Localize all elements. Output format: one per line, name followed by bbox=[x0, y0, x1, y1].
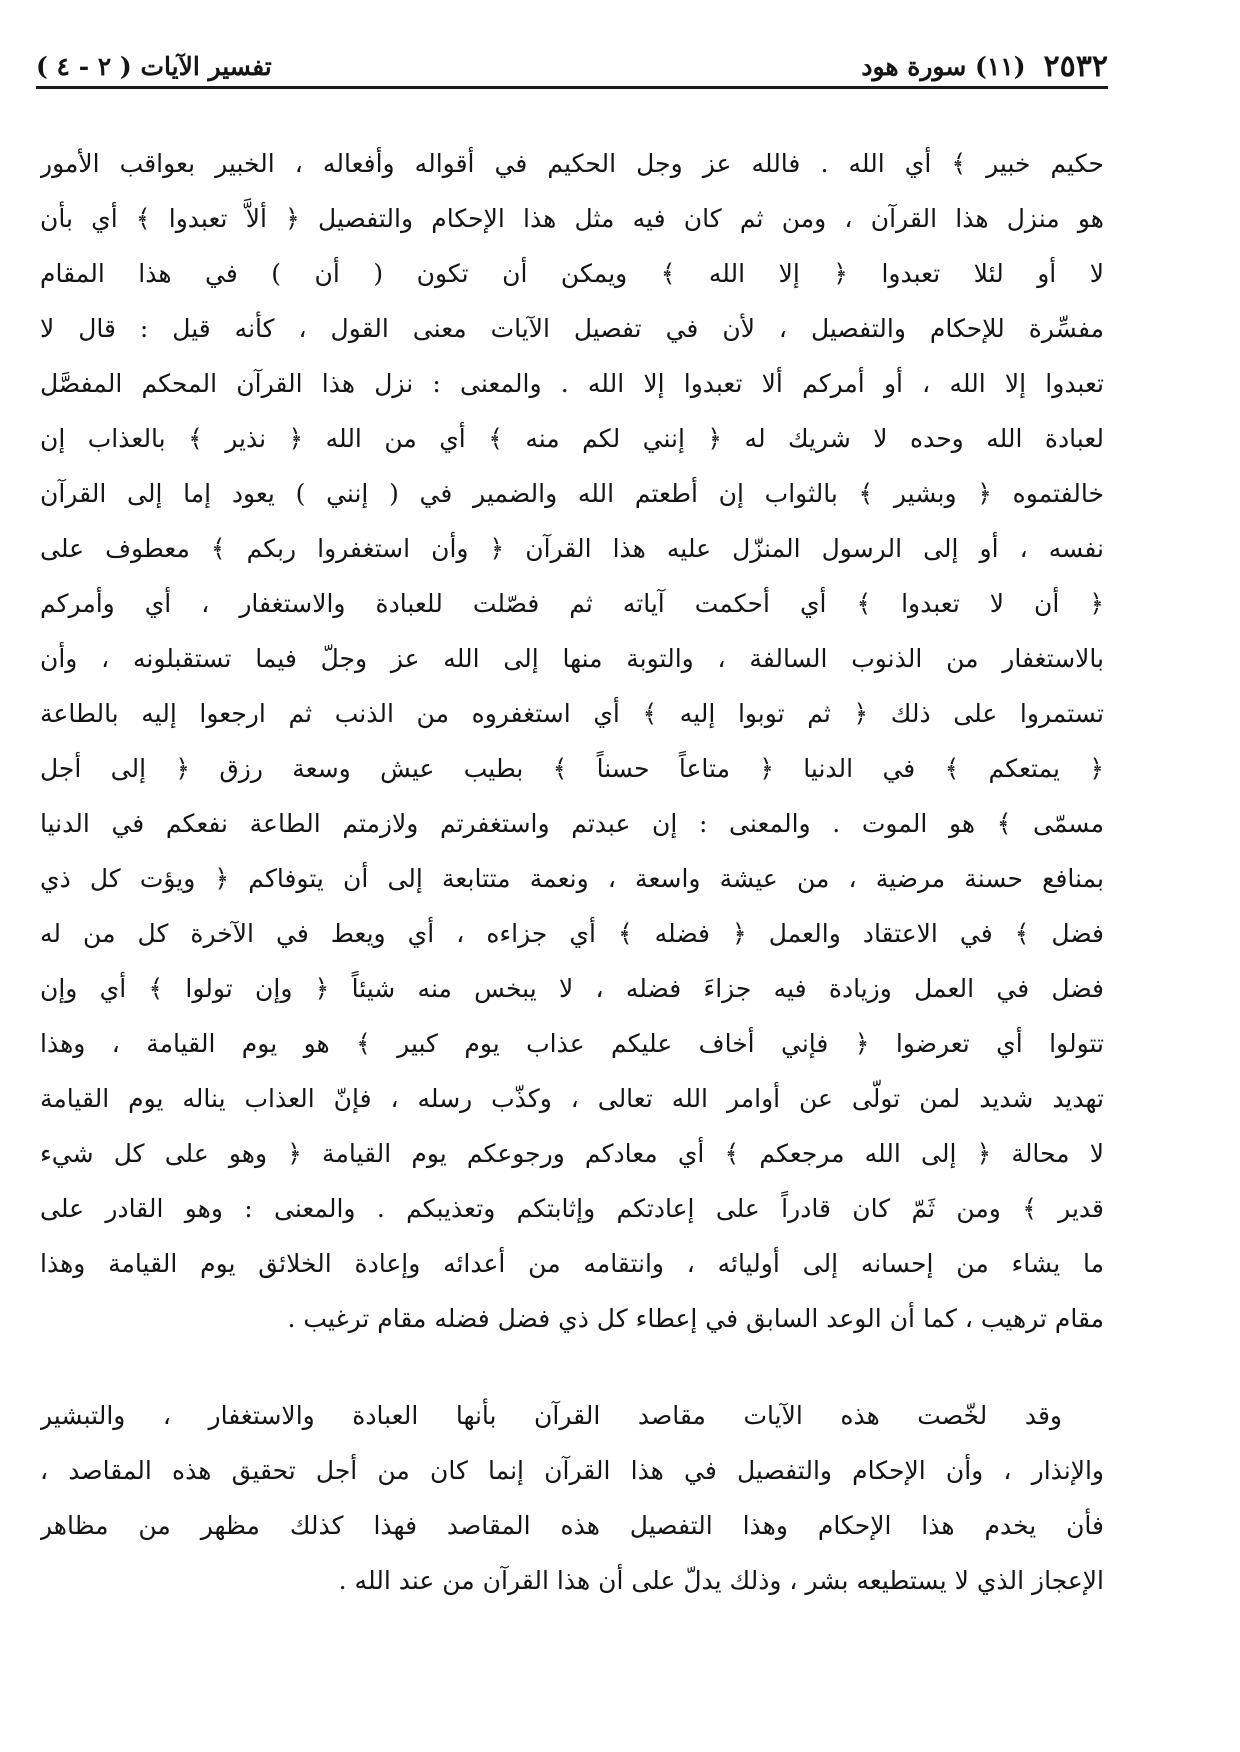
text-line: لعبادة الله وحده لا شريك له ﴿ إنني لكم منه ﴾ أي من الله ﴿ نذير ﴾ بالعذاب إن bbox=[40, 424, 1104, 453]
section-title: تفسير الآيات ( ٢ - ٤ ) bbox=[36, 52, 272, 81]
text-line: تهديد شديد لمن تولّى عن أوامر الله تعالى ، وكذّب رسله ، فإنّ العذاب يناله يوم القيامة bbox=[40, 1084, 1104, 1113]
page-number: ٢٥٣٢ bbox=[1043, 49, 1108, 84]
paragraph-gap bbox=[40, 1346, 1104, 1388]
page-body bbox=[40, 136, 1104, 1608]
text-line: فأن يخدم هذا الإحكام وهذا التفصيل هذه المقاصد فهذا كذلك مظهر من مظاهر bbox=[40, 1511, 1104, 1540]
paragraph-2 bbox=[40, 1388, 1104, 1608]
text-line: نفسه ، أو إلى الرسول المنزّل عليه هذا القرآن ﴿ وأن استغفروا ربكم ﴾ معطوف على bbox=[40, 534, 1104, 563]
text-line: مفسِّرة للإحكام والتفصيل ، لأن في تفصيل الآيات معنى القول ، كأنه قيل : قال لا bbox=[40, 314, 1104, 343]
text-line: بمنافع حسنة مرضية ، من عيشة واسعة ، ونعمة متتابعة إلى أن يتوفاكم ﴿ ويؤت كل ذي bbox=[40, 864, 1104, 893]
text-line: قدير ﴾ ومن ثَمّ كان قادراً على إعادتكم وإثابتكم وتعذيبكم . والمعنى : وهو القادر على bbox=[40, 1194, 1104, 1223]
text-line: هو منزل هذا القرآن ، ومن ثم كان فيه مثل هذا الإحكام والتفصيل ﴿ ألاَّ تعبدوا ﴾ أي بأن bbox=[40, 204, 1104, 233]
text-line: والإنذار ، وأن الإحكام والتفصيل في هذا القرآن إنما كان من أجل تحقيق هذه المقاصد ، bbox=[40, 1456, 1104, 1485]
running-header bbox=[36, 38, 1108, 82]
text-line: تستمروا على ذلك ﴿ ثم توبوا إليه ﴾ أي استغفروه من الذنب ثم ارجعوا إليه بالطاعة bbox=[40, 699, 1104, 728]
text-line: تعبدوا إلا الله ، أو أمركم ألا تعبدوا إلا الله . والمعنى : نزل هذا القرآن المحكم المفصَّل bbox=[40, 369, 1104, 398]
text-line: بالاستغفار من الذنوب السالفة ، والتوبة منها إلى الله عز وجلّ فيما تستقبلونه ، وأن bbox=[40, 644, 1104, 673]
text-line: حكيم خبير ﴾ أي الله . فالله عز وجل الحكيم في أقواله وأفعاله ، الخبير بعواقب الأمور bbox=[40, 149, 1104, 178]
text-line: لا أو لئلا تعبدوا ﴿ إلا الله ﴾ ويمكن أن تكون ( أن ) في هذا المقام bbox=[40, 259, 1104, 288]
surah-title: (١١) سورة هود bbox=[861, 52, 1026, 81]
header-right bbox=[861, 49, 1108, 84]
header-rule bbox=[36, 86, 1108, 89]
text-line: تتولوا أي تعرضوا ﴿ فإني أخاف عليكم عذاب يوم كبير ﴾ هو يوم القيامة ، وهذا bbox=[40, 1029, 1104, 1058]
text-line: فضل في العمل وزيادة فيه جزاءَ فضله ، لا يبخس منه شيئاً ﴿ وإن تولوا ﴾ أي وإن bbox=[40, 974, 1104, 1003]
text-line: ﴿ يمتعكم ﴾ في الدنيا ﴿ متاعاً حسناً ﴾ بطيب عيش وسعة رزق ﴿ إلى أجل bbox=[40, 754, 1104, 783]
text-line: فضل ﴾ في الاعتقاد والعمل ﴿ فضله ﴾ أي جزاءه ، أي ويعط في الآخرة كل من له bbox=[40, 919, 1104, 948]
text-line: مسمّى ﴾ هو الموت . والمعنى : إن عبدتم واستغفرتم ولازمتم الطاعة نفعكم في الدنيا bbox=[40, 809, 1104, 838]
text-line: خالفتموه ﴿ وبشير ﴾ بالثواب إن أطعتم الله والضمير في ( إنني ) يعود إما إلى القرآن bbox=[40, 479, 1104, 508]
text-line: ما يشاء من إحسانه إلى أوليائه ، وانتقامه من أعدائه وإعادة الخلائق يوم القيامة وهذا bbox=[40, 1249, 1104, 1278]
text-line: وقد لخّصت هذه الآيات مقاصد القرآن بأنها العبادة والاستغفار ، والتبشير bbox=[40, 1401, 1062, 1430]
text-line: ﴿ أن لا تعبدوا ﴾ أي أحكمت آياته ثم فصّلت للعبادة والاستغفار ، أي وأمركم bbox=[40, 589, 1104, 618]
text-line: لا محالة ﴿ إلى الله مرجعكم ﴾ أي معادكم ورجوعكم يوم القيامة ﴿ وهو على كل شيء bbox=[40, 1139, 1104, 1168]
paragraph-1 bbox=[40, 136, 1104, 1346]
text-line: الإعجاز الذي لا يستطيعه بشر ، وذلك يدلّ على أن هذا القرآن من عند الله . bbox=[338, 1566, 1104, 1595]
text-line: مقام ترهيب ، كما أن الوعد السابق في إعطاء كل ذي فضل فضله مقام ترغيب . bbox=[287, 1304, 1104, 1333]
